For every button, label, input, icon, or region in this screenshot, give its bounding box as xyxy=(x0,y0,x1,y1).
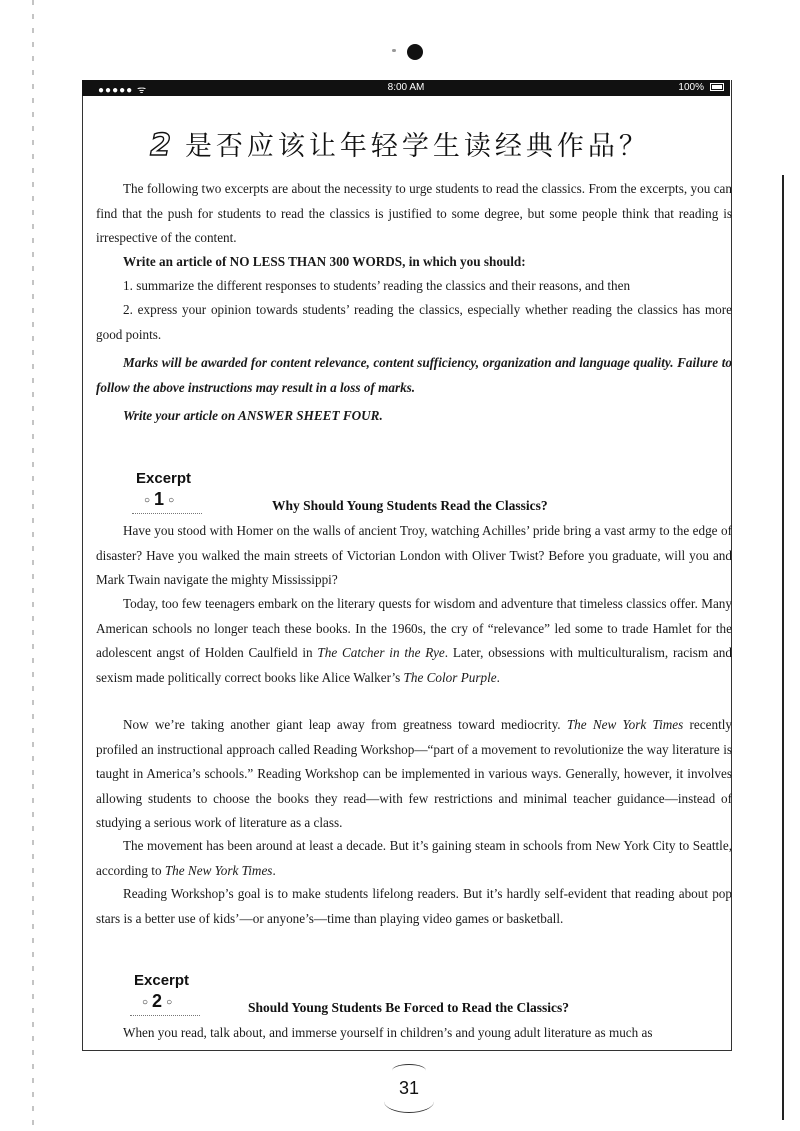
binder-hole-dot xyxy=(407,44,423,60)
page-title xyxy=(80,124,720,163)
title-number: 2 xyxy=(150,128,171,163)
scan-speck xyxy=(392,49,396,52)
excerpt-1-number: ○ 1 ○ xyxy=(144,489,175,509)
excerpt-2-heading: Should Young Students Be Forced to Read the Classics? xyxy=(248,1000,570,1015)
excerpt-2-underline xyxy=(130,1015,200,1017)
excerpt-1-underline xyxy=(132,513,202,515)
intro-marking-note: Marks will be awarded for content relevance, content sufficiency, organization and language quality. Failure to follow the above instructions may result in a loss of marks. xyxy=(96,355,732,395)
excerpt-1-heading: Why Should Young Students Read the Classics? xyxy=(272,498,548,513)
excerpt-2-label: Excerpt xyxy=(134,972,190,989)
page-number: 31 xyxy=(398,1078,420,1098)
battery-level: 100% xyxy=(678,82,704,93)
intro-instruction: Write an article of NO LESS THAN 300 WORDS, in which you should: xyxy=(123,254,526,269)
excerpt-1-paragraph-5: Reading Workshop’s goal is to make students lifelong readers. But it’s hardly self-evident that reading about pop stars is a better use of kids’—or anyone’s—time than playing video games or basketball. xyxy=(96,886,732,926)
title-text: 是否应该让年轻学生读经典作品？ xyxy=(184,131,650,162)
excerpt-1-paragraph-4: The movement has been around at least a decade. But it’s gaining steam in schools from New York City to Seattle, according to The New York Times. xyxy=(96,838,732,878)
scan-margin-marks xyxy=(32,0,34,1131)
excerpt-2-number: ○ 2 ○ xyxy=(142,991,173,1011)
status-time: 8:00 AM xyxy=(387,82,425,93)
intro-point-1: 1. summarize the different responses to students’ reading the classics and their reasons, and then xyxy=(123,278,631,293)
intro-paragraph-1: The following two excerpts are about the necessity to urge students to read the classics. From the excerpts, you can find that the push for students to read the classics is justified to some degree, but some people think that reading is irrespective of the content. xyxy=(96,181,732,245)
excerpt-1-label: Excerpt xyxy=(136,470,192,487)
device-status-bar xyxy=(82,80,730,96)
excerpt-1-paragraph-2: Today, too few teenagers embark on the literary quests for wisdom and adventure that timeless classics offer. Many American schools no longer teach these books. In the 1960s, the cry of “relevance” led some to trade Hamlet for the adolescent angst of Holden Caulfield in The Catcher in the Rye. Later, obsessions with multiculturalism, racism and sexism made politically correct books like Alice Walker’s The Color Purple. xyxy=(96,596,732,685)
intro-point-2: 2. express your opinion towards students’ reading the classics, especially whether reading the classics has more good points. xyxy=(96,302,732,342)
excerpt-2-paragraph-1: When you read, talk about, and immerse yourself in children’s and young adult literature as much as xyxy=(123,1025,653,1040)
excerpt-1-paragraph-1: Have you stood with Homer on the walls of ancient Troy, watching Achilles’ pride bring a vast army to the edge of disaster? Have you walked the main streets of Victorian London with Oliver Twist? Before you graduate, will you and Mark Twain navigate the mighty Mississippi? xyxy=(96,523,732,587)
excerpt-1-paragraph-3: Now we’re taking another giant leap away from greatness toward mediocrity. The New York Times recently profiled an instructional approach called Reading Workshop—“part of a movement to revolutionize the way literature is taught in America’s schools.” Reading Workshop can be implemented in various ways. Generally, however, it involves allowing students to choose the books they read—with few restrictions and minimal teacher guidance—instead of studying a serious work of literature as a class. xyxy=(96,717,732,830)
page-number-arc-bottom xyxy=(384,1090,434,1113)
battery-icon xyxy=(710,83,724,91)
signal-icon: ●●●●● ᯤ xyxy=(98,85,148,96)
page-edge-bar xyxy=(782,175,784,1120)
page-number-arc-top xyxy=(392,1064,426,1077)
intro-answer-sheet: Write your article on ANSWER SHEET FOUR. xyxy=(123,408,383,423)
